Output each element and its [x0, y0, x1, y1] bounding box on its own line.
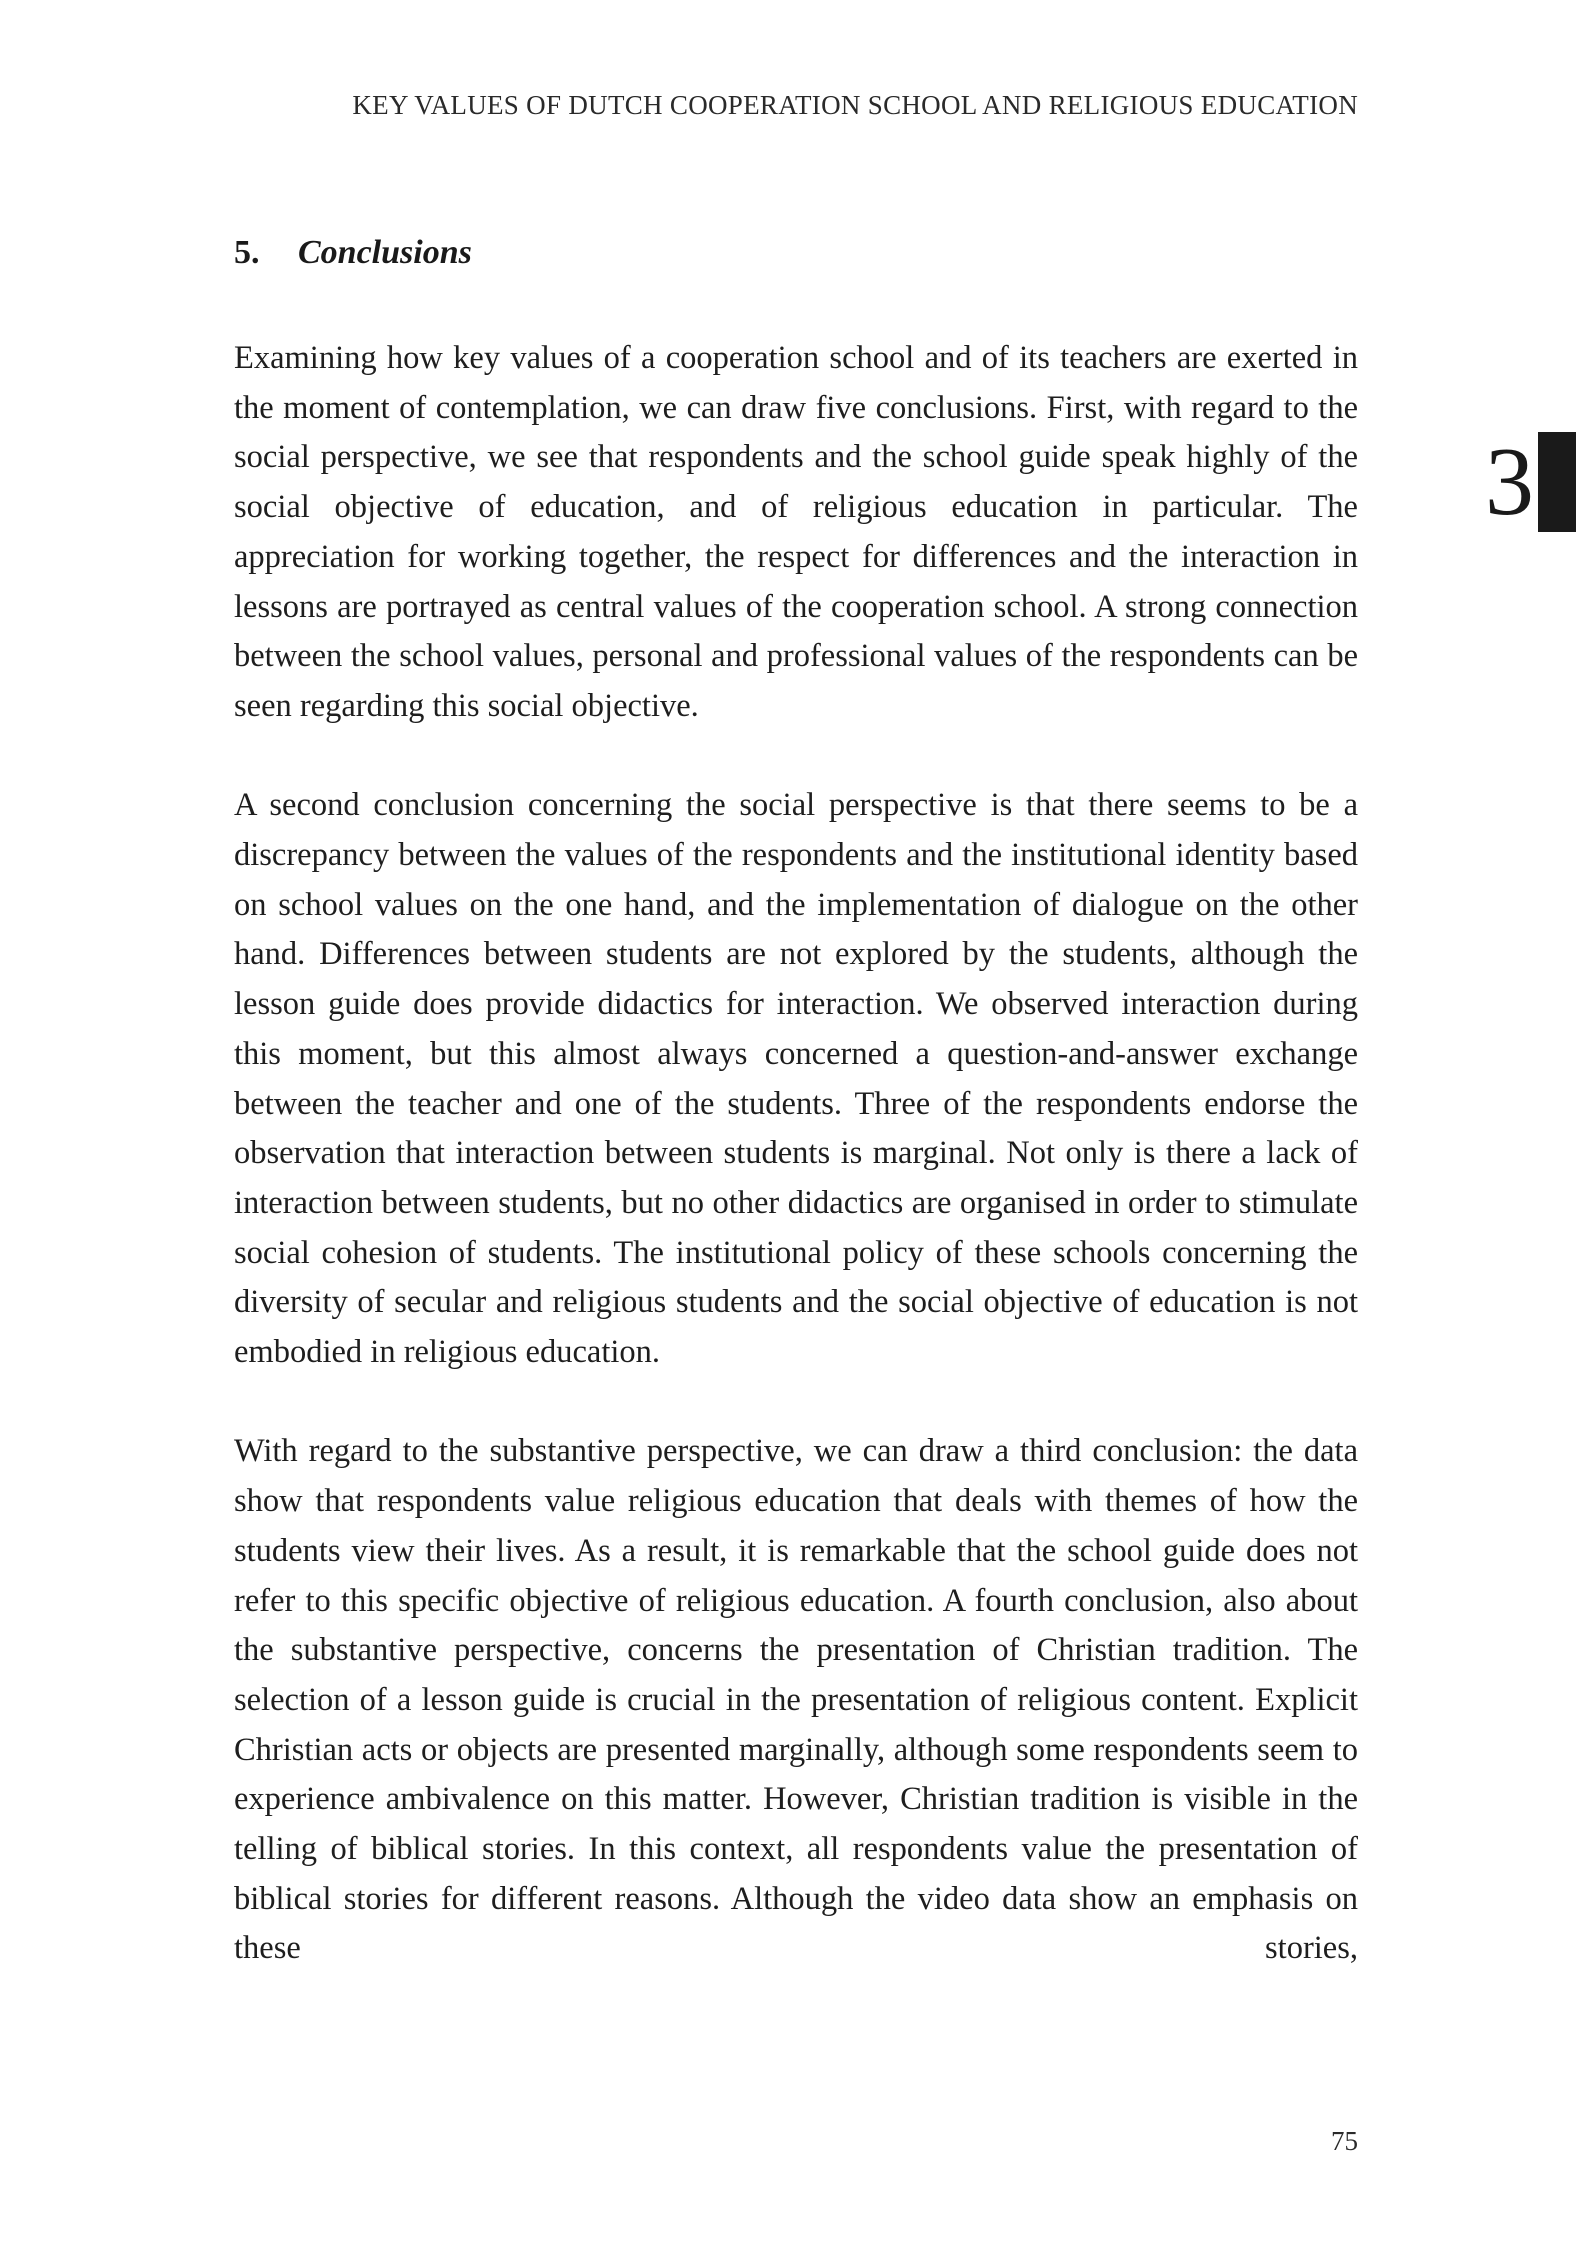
- section-heading: [234, 234, 472, 272]
- chapter-bar: [1538, 432, 1576, 532]
- running-header: KEY VALUES OF DUTCH COOPERATION SCHOOL AND RELIGIOUS EDUCATION: [352, 90, 1358, 120]
- section-number: 5.: [234, 234, 260, 271]
- paragraph-2: A second conclusion concerning the social perspective is that there seems to be a discrepancy between the values of the respondents and the institutional identity based on school values on the one hand, and the implementation of dialogue on the other hand. Differences between students are not explored by the students, although the lesson guide does provide didactics for interaction. We observed interaction during this moment, but this almost always concerned a question-and-answer exchange between the teacher and one of the students. Three of the respondents endorse the observation that interaction between students is marginal. Not only is there a lack of interaction between students, but no other didactics are organised in order to stimulate social cohesion of students. The institutional policy of these schools concerning the diversity of secular and religious students and the social objective of education is not embodied in religious education.: [234, 787, 1358, 1371]
- chapter-number: 3: [1485, 428, 1534, 536]
- body-text: [234, 334, 1358, 2024]
- chapter-tab: [1485, 428, 1576, 536]
- section-title: Conclusions: [298, 234, 472, 271]
- paragraph-1: Examining how key values of a cooperation school and of its teachers are exerted in the moment of contemplation, we can draw five conclusions. First, with regard to the social perspective, we see that respondents and the school guide speak highly of the social objective of education, and of religious education in particular. The appreciation for working together, the respect for differences and the interaction in lessons are portrayed as central values of the cooperation school. A strong connection between the school values, personal and professional values of the respondents can be seen regarding this social objective.: [234, 340, 1358, 724]
- page-number: 75: [1331, 2126, 1358, 2156]
- paragraph-3: With regard to the substantive perspective, we can draw a third conclusion: the data show that respondents value religious education that deals with themes of how the students view their lives. As a result, it is remarkable that the school guide does not refer to this specific objective of religious education. A fourth conclusion, also about the substantive perspective, concerns the presentation of Christian tradition. The selection of a lesson guide is crucial in the presentation of religious content. Explicit Christian acts or objects are presented marginally, although some respondents seem to experience ambivalence on this matter. However, Christian tradition is visible in the telling of biblical stories. In this context, all respondents value the presentation of biblical stories for different reasons. Although the video data show an emphasis on these stories,: [234, 1433, 1358, 1967]
